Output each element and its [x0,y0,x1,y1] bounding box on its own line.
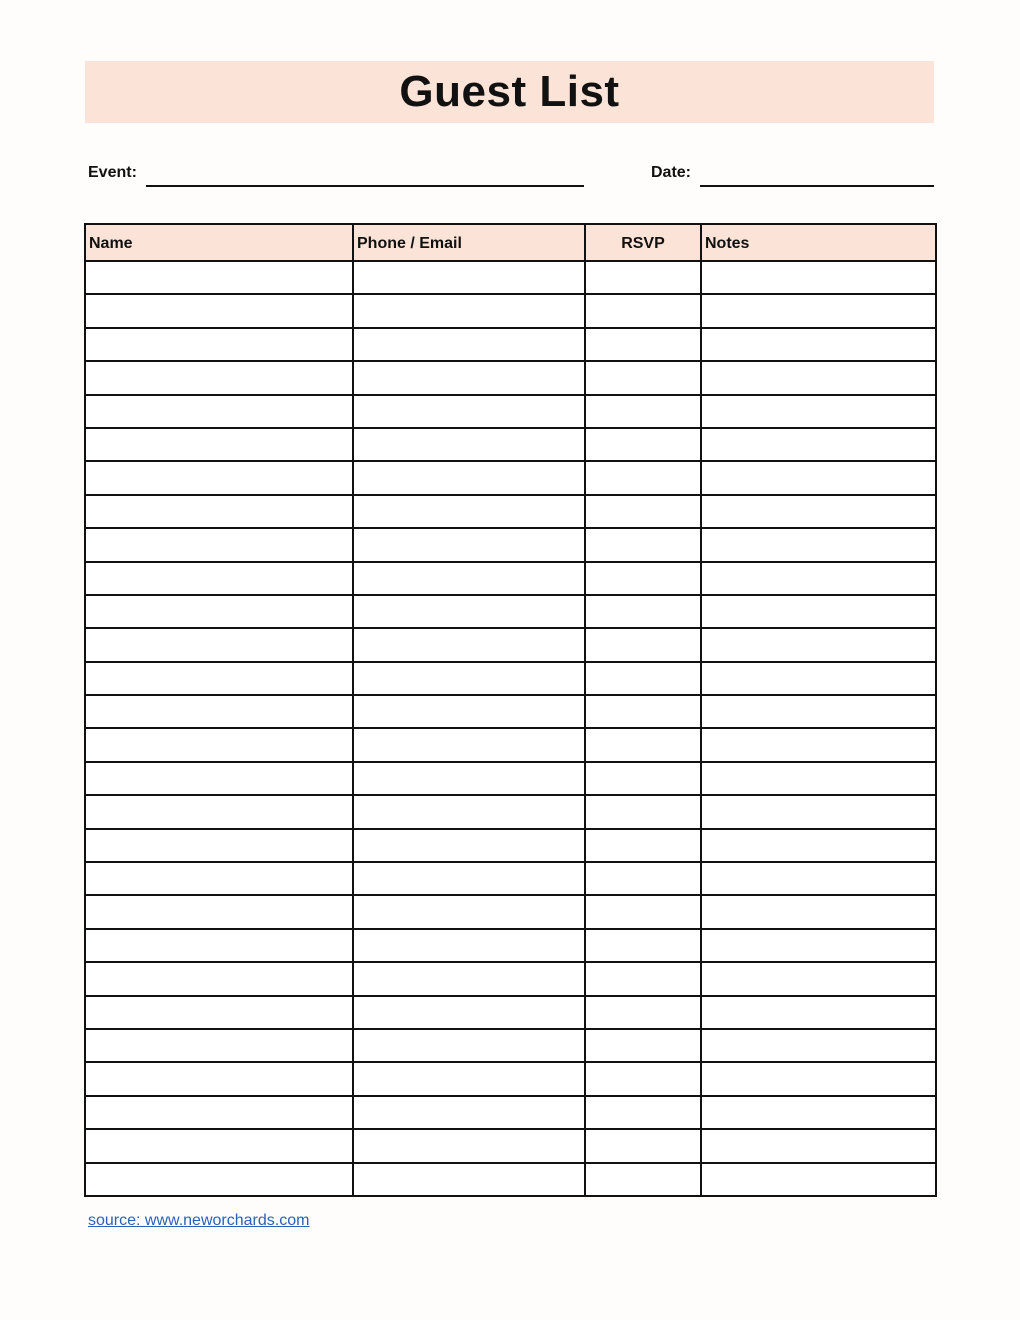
name-cell[interactable] [85,862,353,895]
date-label: Date: [651,164,692,181]
name-cell[interactable] [85,962,353,995]
column-header-phone-email: Phone / Email [353,224,585,261]
notes-cell[interactable] [701,261,936,294]
table-row [85,1163,936,1196]
notes-cell[interactable] [701,562,936,595]
table-row [85,528,936,561]
rsvp-cell[interactable] [585,562,701,595]
name-cell[interactable] [85,695,353,728]
notes-cell[interactable] [701,1129,936,1162]
name-cell[interactable] [85,395,353,428]
name-cell[interactable] [85,1163,353,1196]
phone-email-cell[interactable] [353,528,585,561]
notes-cell[interactable] [701,895,936,928]
rsvp-cell[interactable] [585,895,701,928]
rsvp-cell[interactable] [585,1096,701,1129]
name-cell[interactable] [85,328,353,361]
rsvp-cell[interactable] [585,762,701,795]
name-cell[interactable] [85,528,353,561]
table-row [85,962,936,995]
rsvp-cell[interactable] [585,662,701,695]
notes-cell[interactable] [701,328,936,361]
table-row [85,695,936,728]
phone-email-cell[interactable] [353,662,585,695]
rsvp-cell[interactable] [585,862,701,895]
rsvp-cell[interactable] [585,728,701,761]
name-cell[interactable] [85,261,353,294]
table-row [85,495,936,528]
phone-email-cell[interactable] [353,895,585,928]
rsvp-cell[interactable] [585,628,701,661]
phone-email-cell[interactable] [353,328,585,361]
column-header-rsvp: RSVP [585,224,701,261]
table-row [85,996,936,1029]
phone-email-cell[interactable] [353,628,585,661]
notes-cell[interactable] [701,528,936,561]
notes-cell[interactable] [701,829,936,862]
notes-cell[interactable] [701,962,936,995]
table-row [85,762,936,795]
rsvp-cell[interactable] [585,595,701,628]
guest-table [84,223,937,1197]
name-cell[interactable] [85,428,353,461]
notes-cell[interactable] [701,461,936,494]
phone-email-cell[interactable] [353,1096,585,1129]
phone-email-cell[interactable] [353,929,585,962]
phone-email-cell[interactable] [353,795,585,828]
notes-cell[interactable] [701,695,936,728]
phone-email-cell[interactable] [353,294,585,327]
name-cell[interactable] [85,1029,353,1062]
rsvp-cell[interactable] [585,829,701,862]
source-link[interactable]: source: www.neworchards.com [88,1212,310,1229]
table-row [85,294,936,327]
name-cell[interactable] [85,895,353,928]
name-cell[interactable] [85,662,353,695]
name-cell[interactable] [85,829,353,862]
name-cell[interactable] [85,628,353,661]
name-cell[interactable] [85,294,353,327]
table-row [85,895,936,928]
phone-email-cell[interactable] [353,1062,585,1095]
table-row [85,1029,936,1062]
name-cell[interactable] [85,595,353,628]
table-header-row [85,224,936,261]
notes-cell[interactable] [701,862,936,895]
phone-email-cell[interactable] [353,829,585,862]
rsvp-cell[interactable] [585,361,701,394]
column-header-notes: Notes [701,224,936,261]
name-cell[interactable] [85,762,353,795]
rsvp-cell[interactable] [585,495,701,528]
notes-cell[interactable] [701,929,936,962]
name-cell[interactable] [85,361,353,394]
table-row [85,428,936,461]
phone-email-cell[interactable] [353,728,585,761]
guest-table-body [85,261,936,1196]
notes-cell[interactable] [701,795,936,828]
rsvp-cell[interactable] [585,1062,701,1095]
notes-cell[interactable] [701,728,936,761]
table-row [85,1096,936,1129]
table-row [85,562,936,595]
table-row [85,829,936,862]
rsvp-cell[interactable] [585,294,701,327]
notes-cell[interactable] [701,662,936,695]
table-row [85,862,936,895]
rsvp-cell[interactable] [585,261,701,294]
notes-cell[interactable] [701,1163,936,1196]
name-cell[interactable] [85,996,353,1029]
rsvp-cell[interactable] [585,795,701,828]
phone-email-cell[interactable] [353,595,585,628]
phone-email-cell[interactable] [353,461,585,494]
name-cell[interactable] [85,562,353,595]
rsvp-cell[interactable] [585,1163,701,1196]
phone-email-cell[interactable] [353,862,585,895]
phone-email-cell[interactable] [353,1129,585,1162]
phone-email-cell[interactable] [353,361,585,394]
phone-email-cell[interactable] [353,762,585,795]
phone-email-cell[interactable] [353,261,585,294]
rsvp-cell[interactable] [585,528,701,561]
name-cell[interactable] [85,728,353,761]
rsvp-cell[interactable] [585,461,701,494]
event-field[interactable] [146,185,584,187]
rsvp-cell[interactable] [585,328,701,361]
event-label: Event: [88,164,137,181]
notes-cell[interactable] [701,762,936,795]
table-row [85,461,936,494]
notes-cell[interactable] [701,361,936,394]
table-row [85,1129,936,1162]
rsvp-cell[interactable] [585,428,701,461]
rsvp-cell[interactable] [585,962,701,995]
phone-email-cell[interactable] [353,1029,585,1062]
table-row [85,328,936,361]
table-row [85,595,936,628]
table-row [85,795,936,828]
phone-email-cell[interactable] [353,495,585,528]
phone-email-cell[interactable] [353,996,585,1029]
name-cell[interactable] [85,1129,353,1162]
notes-cell[interactable] [701,595,936,628]
name-cell[interactable] [85,795,353,828]
notes-cell[interactable] [701,1096,936,1129]
table-row [85,361,936,394]
name-cell[interactable] [85,495,353,528]
rsvp-cell[interactable] [585,395,701,428]
name-cell[interactable] [85,461,353,494]
table-row [85,929,936,962]
name-cell[interactable] [85,1062,353,1095]
notes-cell[interactable] [701,628,936,661]
phone-email-cell[interactable] [353,695,585,728]
rsvp-cell[interactable] [585,929,701,962]
table-row [85,261,936,294]
name-cell[interactable] [85,929,353,962]
date-field[interactable] [700,185,934,187]
phone-email-cell[interactable] [353,428,585,461]
column-header-name: Name [85,224,353,261]
table-row [85,662,936,695]
phone-email-cell[interactable] [353,562,585,595]
notes-cell[interactable] [701,428,936,461]
rsvp-cell[interactable] [585,695,701,728]
table-row [85,395,936,428]
table-row [85,628,936,661]
title-banner [85,61,934,123]
notes-cell[interactable] [701,1062,936,1095]
rsvp-cell[interactable] [585,996,701,1029]
rsvp-cell[interactable] [585,1129,701,1162]
page-title: Guest List [399,67,620,116]
name-cell[interactable] [85,1096,353,1129]
notes-cell[interactable] [701,395,936,428]
phone-email-cell[interactable] [353,395,585,428]
table-row [85,1062,936,1095]
notes-cell[interactable] [701,495,936,528]
phone-email-cell[interactable] [353,1163,585,1196]
rsvp-cell[interactable] [585,1029,701,1062]
table-row [85,728,936,761]
notes-cell[interactable] [701,1029,936,1062]
notes-cell[interactable] [701,294,936,327]
notes-cell[interactable] [701,996,936,1029]
phone-email-cell[interactable] [353,962,585,995]
